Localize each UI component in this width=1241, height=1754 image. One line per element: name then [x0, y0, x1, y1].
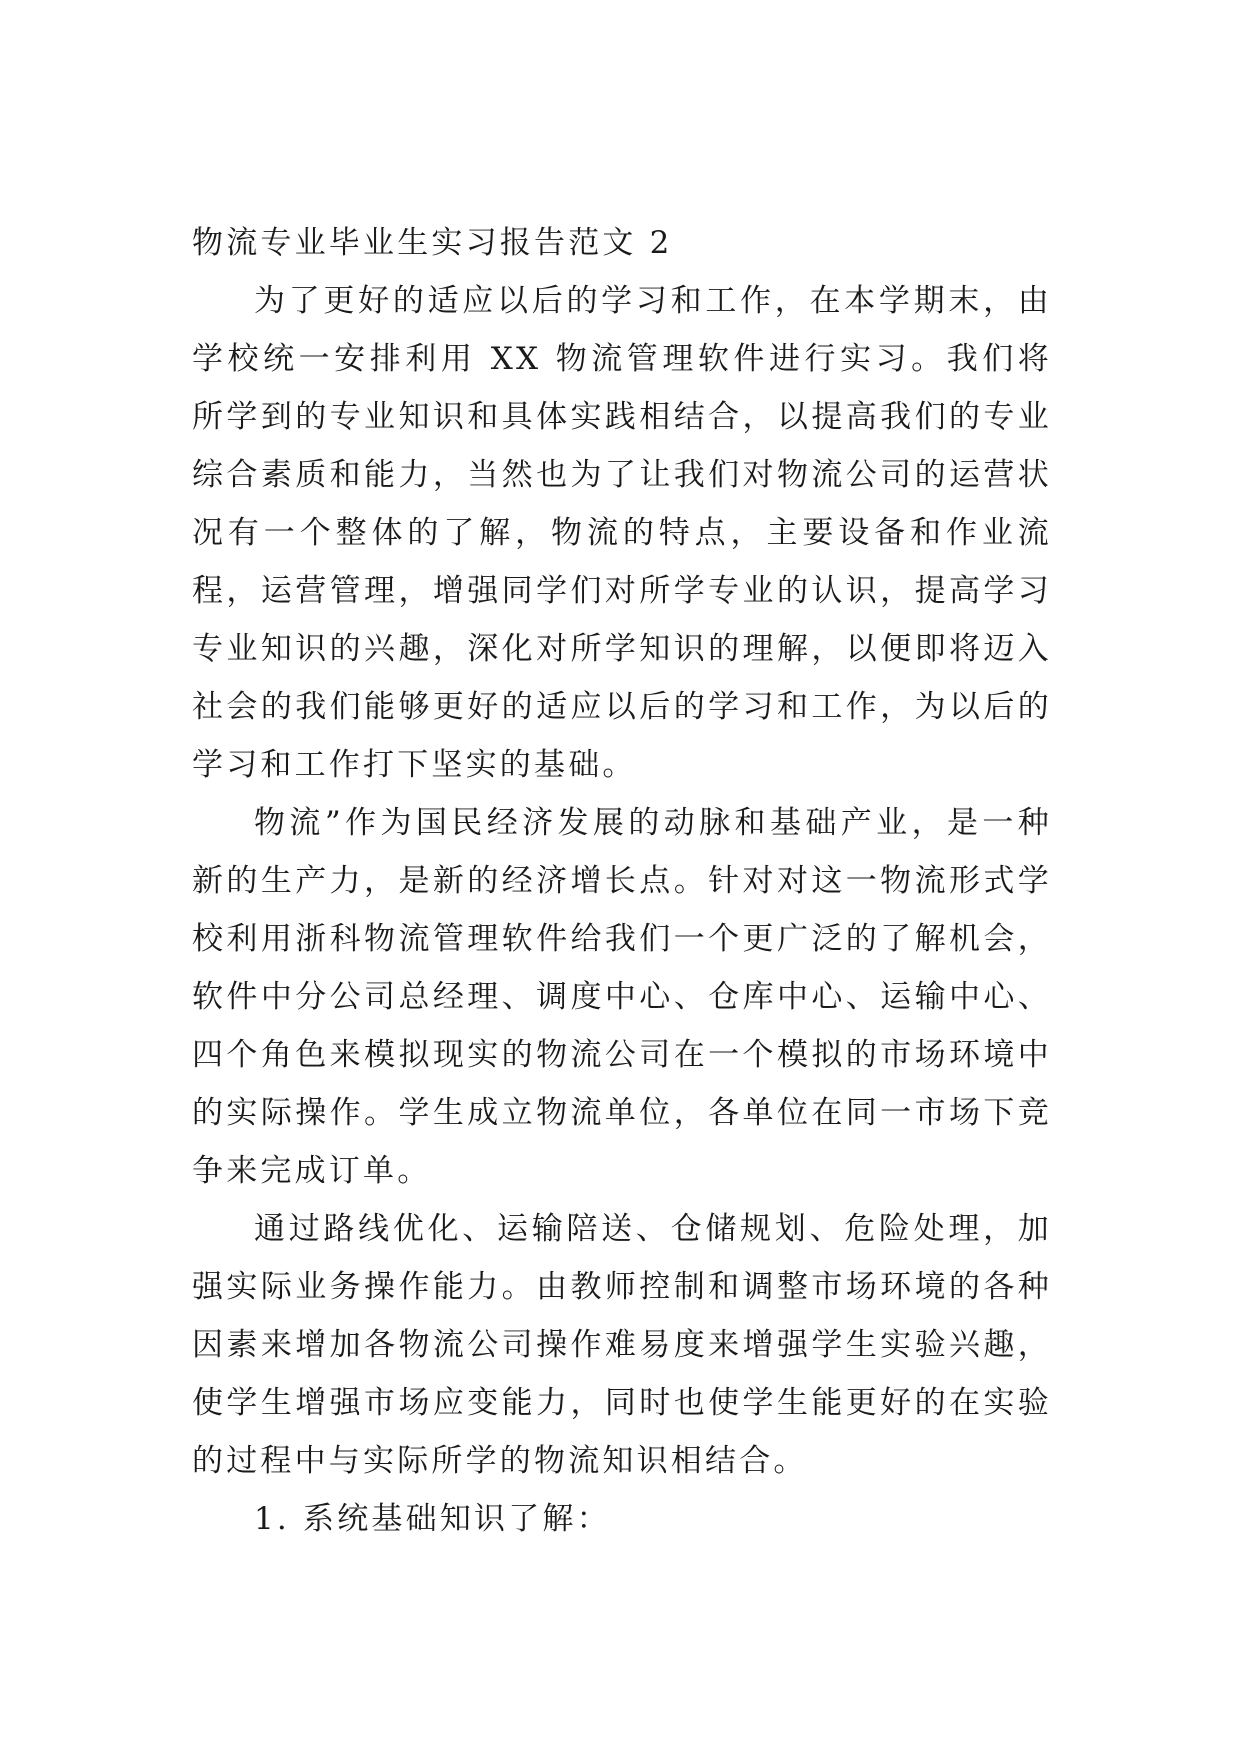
document-title: 物流专业毕业生实习报告范文 2	[192, 225, 673, 261]
paragraph-logistics-industry: 物流”作为国民经济发展的动脉和基础产业，是一种新的生产力，是新的经济增长点。针对对这一物流形式学校利用浙科物流管理软件给我们一个更广泛的了解机会，软件中分公司总经理、调度中心、仓库中心、运输中心、四个角色来模拟现实的物流公司在一个模拟的市场环境中的实际操作。学生成立物流单位，各单位在同一市场下竞争来完成订单。	[192, 805, 1052, 1189]
paragraph-operations: 通过路线优化、运输陪送、仓储规划、危险处理，加强实际业务操作能力。由教师控制和调整市场环境的各种因素来增加各物流公司操作难易度来增强学生实验兴趣，使学生增强市场应变能力，同时也使学生能更好的在实验的过程中与实际所学的物流知识相结合。	[192, 1211, 1052, 1479]
document-body	[192, 214, 1052, 1548]
section-heading-system-basics: 1. 系统基础知识了解：	[254, 1501, 611, 1537]
paragraph-intro: 为了更好的适应以后的学习和工作，在本学期末，由学校统一安排利用 XX 物流管理软件进行实习。我们将所学到的专业知识和具体实践相结合，以提高我们的专业综合素质和能力，当然也为了让我们对物流公司的运营状况有一个整体的了解，物流的特点，主要设备和作业流程，运营管理，增强同学们对所学专业的认识，提高学习专业知识的兴趣，深化对所学知识的理解，以便即将迈入社会的我们能够更好的适应以后的学习和工作，为以后的学习和工作打下坚实的基础。	[192, 283, 1052, 783]
